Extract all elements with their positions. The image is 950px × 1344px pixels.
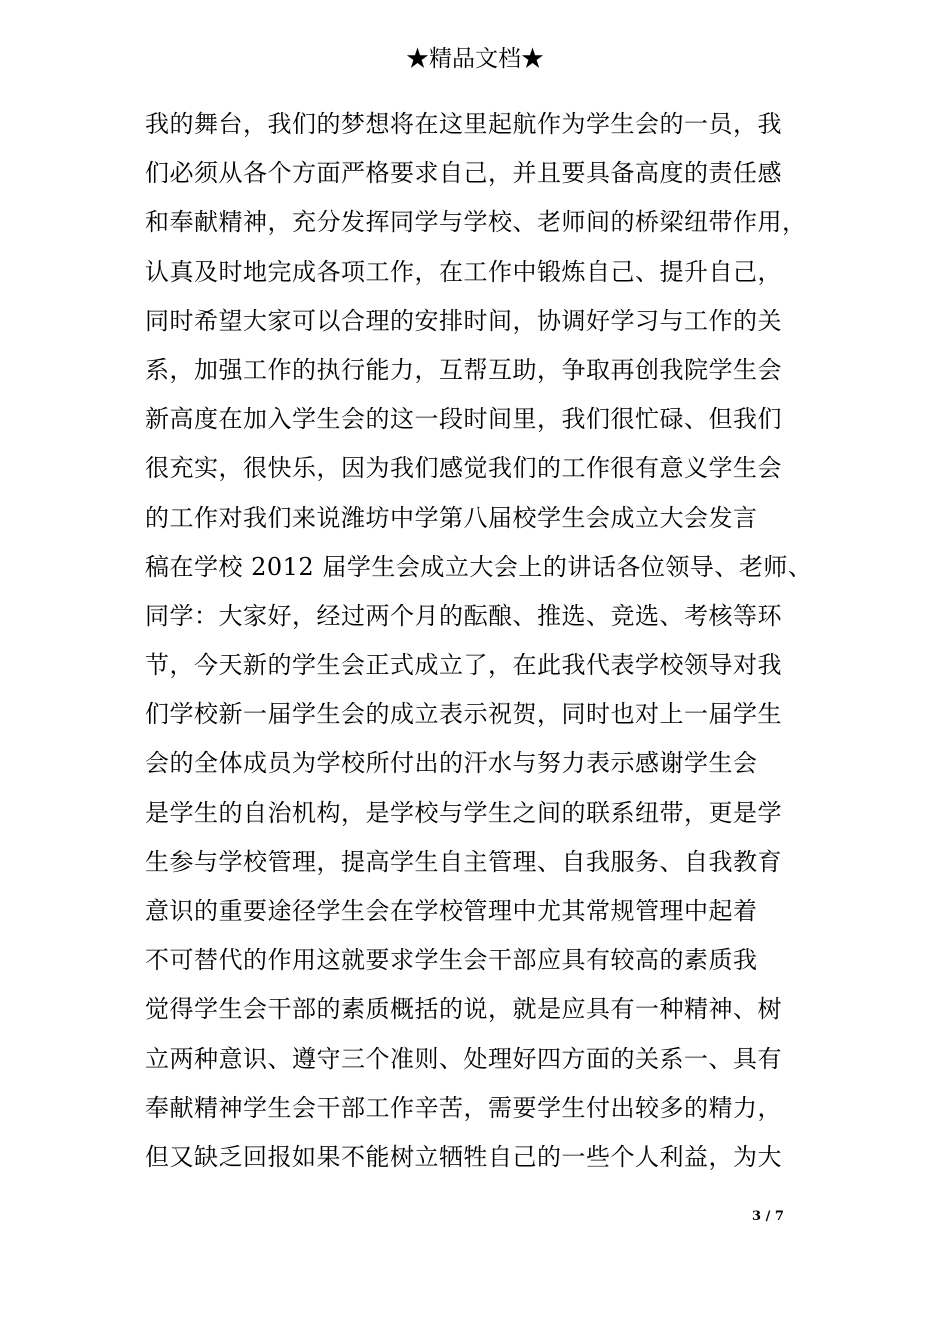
text-line: 生参与学校管理，提高学生自主管理、自我服务、自我教育 [145, 847, 782, 876]
header-title: ★精品文档★ [406, 46, 544, 72]
text-line: 们学校新一届学生会的成立表示祝贺，同时也对上一届学生 [145, 700, 782, 729]
document-body [145, 100, 825, 1182]
text-line: 不可替代的作用这就要求学生会干部应具有较高的素质我 [145, 946, 758, 975]
text-line: 意识的重要途径学生会在学校管理中尤其常规管理中起着 [145, 897, 758, 925]
page-header [0, 44, 950, 74]
text-line: 同时希望大家可以合理的安排时间，协调好学习与工作的关 [145, 306, 782, 335]
text-line: 的工作对我们来说潍坊中学第八届校学生会成立大会发言 [145, 503, 758, 532]
text-line: 同学：大家好，经过两个月的酝酿、推选、竞选、考核等环 [145, 601, 782, 630]
text-line: 会的全体成员为学校所付出的汗水与努力表示感谢学生会 [145, 749, 758, 778]
text-line: 们必须从各个方面严格要求自己，并且要具备高度的责任感 [145, 159, 782, 188]
page-number: 3 / 7 [752, 1209, 784, 1224]
text-line: 奉献精神学生会干部工作辛苦，需要学生付出较多的精力， [145, 1093, 782, 1122]
text-line: 是学生的自治机构，是学校与学生之间的联系纽带，更是学 [145, 798, 782, 827]
text-line: 很充实，很快乐，因为我们感觉我们的工作很有意义学生会 [145, 454, 782, 483]
text-line: 新高度在加入学生会的这一段时间里，我们很忙碌、但我们 [145, 405, 782, 434]
page-footer [752, 1208, 784, 1226]
text-line: 觉得学生会干部的素质概括的说，就是应具有一种精神、树 [145, 995, 782, 1024]
text-line: 系，加强工作的执行能力，互帮互助，争取再创我院学生会 [145, 355, 782, 384]
text-line: 节，今天新的学生会正式成立了，在此我代表学校领导对我 [145, 651, 782, 680]
text-line: 稿在学校 2012 届学生会成立大会上的讲话各位领导、老师、 [145, 552, 813, 581]
text-line: 我的舞台，我们的梦想将在这里起航作为学生会的一员，我 [145, 110, 782, 138]
text-line: 立两种意识、遵守三个准则、处理好四方面的关系一、具有 [145, 1044, 782, 1073]
text-line: 认真及时地完成各项工作，在工作中锻炼自己、提升自己， [145, 257, 782, 286]
text-line: 和奉献精神，充分发挥同学与学校、老师间的桥梁纽带作用， [145, 208, 807, 237]
text-line: 但又缺乏回报如果不能树立牺牲自己的一些个人利益，为大 [145, 1142, 782, 1171]
